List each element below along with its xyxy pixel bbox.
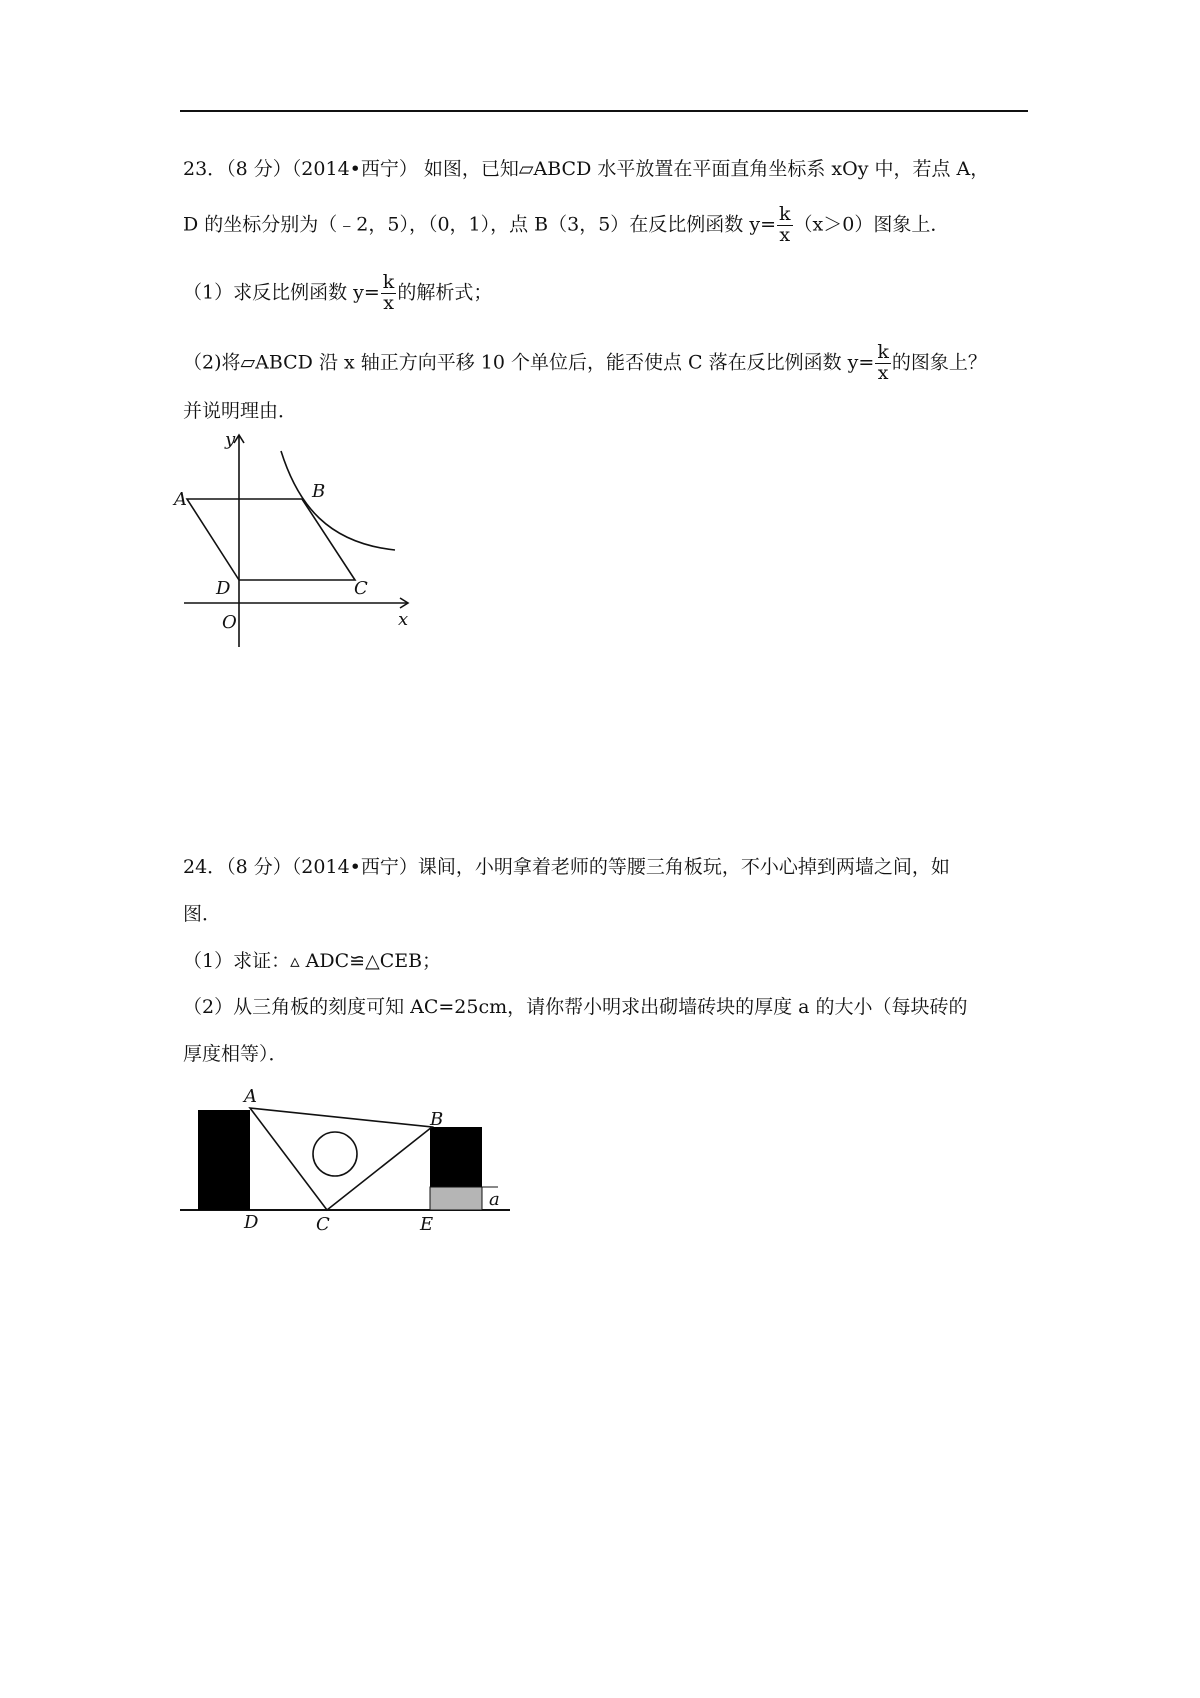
k-over-x-fraction bbox=[875, 343, 891, 384]
point-a-label: A bbox=[244, 1086, 257, 1107]
q24-part2-line1: （2）从三角板的刻度可知 AC=25cm，请你帮小明求出砌墙砖块的厚度 a 的大小（每块砖的 bbox=[183, 996, 968, 1018]
frac-num: k bbox=[877, 341, 889, 363]
k-over-x-fraction bbox=[381, 273, 397, 314]
point-e-label: E bbox=[420, 1214, 434, 1235]
q23-part1 bbox=[183, 273, 492, 314]
point-b-label: B bbox=[430, 1109, 444, 1130]
q23-line2-pre: D 的坐标分别为（﹣2，5），（0，1），点 B（3，5）在反比例函数 y= bbox=[183, 213, 777, 236]
q23-part1-pre: （1）求反比例函数 y= bbox=[183, 281, 380, 304]
hyperbola-curve bbox=[281, 451, 395, 550]
point-a-label: A bbox=[174, 489, 187, 510]
point-d-label: D bbox=[216, 578, 231, 599]
frac-den: x bbox=[383, 291, 394, 314]
frac-num: k bbox=[382, 271, 395, 293]
point-c-label: C bbox=[316, 1214, 330, 1235]
triangle-ruler bbox=[250, 1108, 432, 1210]
q23-line2-post: （x＞0）图象上． bbox=[793, 213, 950, 236]
q23-line1: 23．（8 分）（2014•西宁） 如图，已知▱ABCD 水平放置在平面直角坐标系 xOy 中，若点 A， bbox=[183, 158, 990, 180]
right-wall bbox=[430, 1127, 482, 1187]
q23-figure bbox=[170, 425, 430, 655]
q23-part1-post: 的解析式； bbox=[397, 281, 493, 304]
q24-part2-line2: 厚度相等）． bbox=[183, 1043, 288, 1065]
q23-part2-post: 的图象上？ bbox=[891, 351, 987, 374]
point-d-label: D bbox=[244, 1212, 259, 1233]
origin-label: O bbox=[222, 612, 237, 633]
header-rule bbox=[180, 110, 1028, 112]
q23-line2 bbox=[183, 205, 949, 246]
thickness-a-label: a bbox=[489, 1189, 500, 1210]
q23-part2-line2: 并说明理由． bbox=[183, 400, 298, 422]
point-c-label: C bbox=[354, 578, 368, 599]
point-b-label: B bbox=[312, 481, 326, 502]
y-axis-label: y bbox=[225, 429, 236, 450]
x-axis-label: x bbox=[398, 609, 409, 630]
ruler-hole bbox=[313, 1132, 357, 1176]
frac-num: k bbox=[779, 203, 791, 225]
q24-figure bbox=[180, 1085, 510, 1235]
q24-line1: 24．（8 分）（2014•西宁）课间，小明拿着老师的等腰三角板玩，不小心掉到两墙之间，如 bbox=[183, 856, 950, 878]
frac-den: x bbox=[877, 361, 889, 384]
frac-den: x bbox=[779, 223, 791, 246]
q23-part2-pre: （2)将▱ABCD 沿 x 轴正方向平移 10 个单位后，能否使点 C 落在反比例函数 y= bbox=[183, 351, 875, 374]
q24-part1: （1）求证：▵ ADC≌△CEB； bbox=[183, 950, 442, 972]
k-over-x-fraction bbox=[777, 205, 793, 246]
q24-line2: 图． bbox=[183, 903, 222, 925]
q23-part2 bbox=[183, 343, 987, 384]
parallelogram-abcd bbox=[187, 499, 355, 580]
left-wall bbox=[198, 1110, 250, 1210]
brick-a bbox=[430, 1187, 482, 1210]
